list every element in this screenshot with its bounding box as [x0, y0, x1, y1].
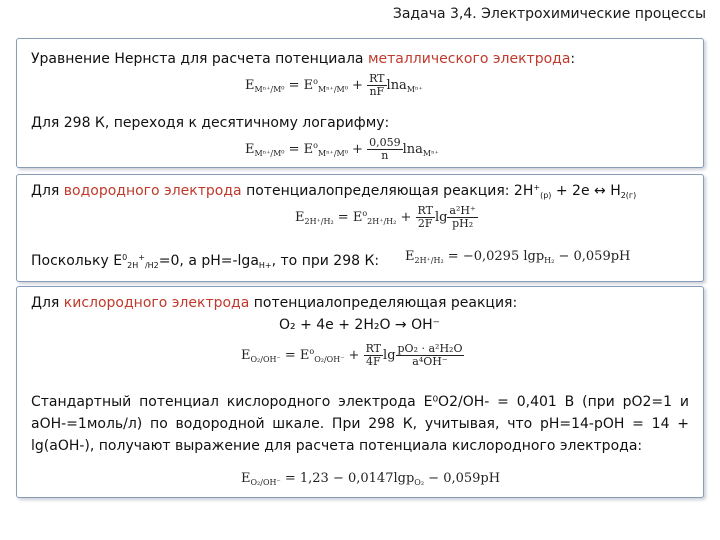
oxygen-ph-formula: $E_{O_2/OH^-} = 1,23 - 0,0147\lg p_{O_2} - 0,059pH$	[241, 471, 501, 487]
hydrogen-intro-text: Для водородного электрода потенциалопределяющая реакция: $2H^+_{(р)} + 2e$ ↔ $H_{2(г)}$	[31, 183, 637, 200]
nernst-formula: $E_{M^{n+}/M^0} = E^o_{M^{n+}/M^0}$ + $\frac{RT}{nF}$ lna$_{M^{n+}}$	[245, 72, 423, 98]
metal-electrode-panel	[16, 38, 704, 168]
hydrogen-298-text: Поскольку $E^0_{2H}^+_{/H2}=0$, а pH=-lga$_{H+}$, то при 298 К:	[31, 253, 380, 270]
hydrogen-nernst-formula: $E_{2H^+/H_2} = E^o_{2H^+/H_2}$ + $\frac{RT}{2F}$ lg $\frac{\text{a²H⁺}}{\text{pH₂}}$	[295, 204, 476, 230]
oxygen-electrode-panel	[16, 286, 704, 498]
oxygen-standard-potential-text: Стандартный потенциал кислородного электрода E⁰O2/OH- = 0,401 В (при pO2=1 и aOH-=1моль/л) по водородной шкале. При 298 К, учитывая, что pH=14-pOH = 14 + lg(aOH-), получают выражение для расчета потенциала кислородного электрода:	[31, 394, 689, 454]
oxygen-intro-text: Для кислородного электрода потенциалопределяющая реакция:	[31, 295, 518, 311]
metal-intro-text: Уравнение Нернста для расчета потенциала металлического электрода:	[31, 51, 576, 67]
page-title: Задача 3,4. Электрохимические процессы	[392, 6, 706, 22]
oxygen-nernst-formula: $E_{O_2/OH^-} = E^o_{O_2/OH^-}$ + $\frac{RT}{4F}$ lg $\frac{\text{pO₂ · a²H₂O}}{\text{a⁴OH⁻}}$	[241, 342, 463, 368]
nernst-decimal-formula: $E_{M^{n+}/M^0} = E^o_{M^{n+}/M^0}$ + $\frac{0,059}{n}$ lna$_{M^{n+}}$	[245, 136, 439, 162]
hydrogen-ph-formula: $E_{2H^+/H_2} = -0,0295$ lgp$_{H_2}$ − 0,059pH	[405, 249, 631, 265]
oxygen-reaction: O₂ + 4e + 2H₂O → OH⁻	[279, 317, 441, 333]
metal-298-text: Для 298 К, переходя к десятичному логарифму:	[31, 115, 390, 131]
hydrogen-electrode-panel	[16, 174, 704, 282]
